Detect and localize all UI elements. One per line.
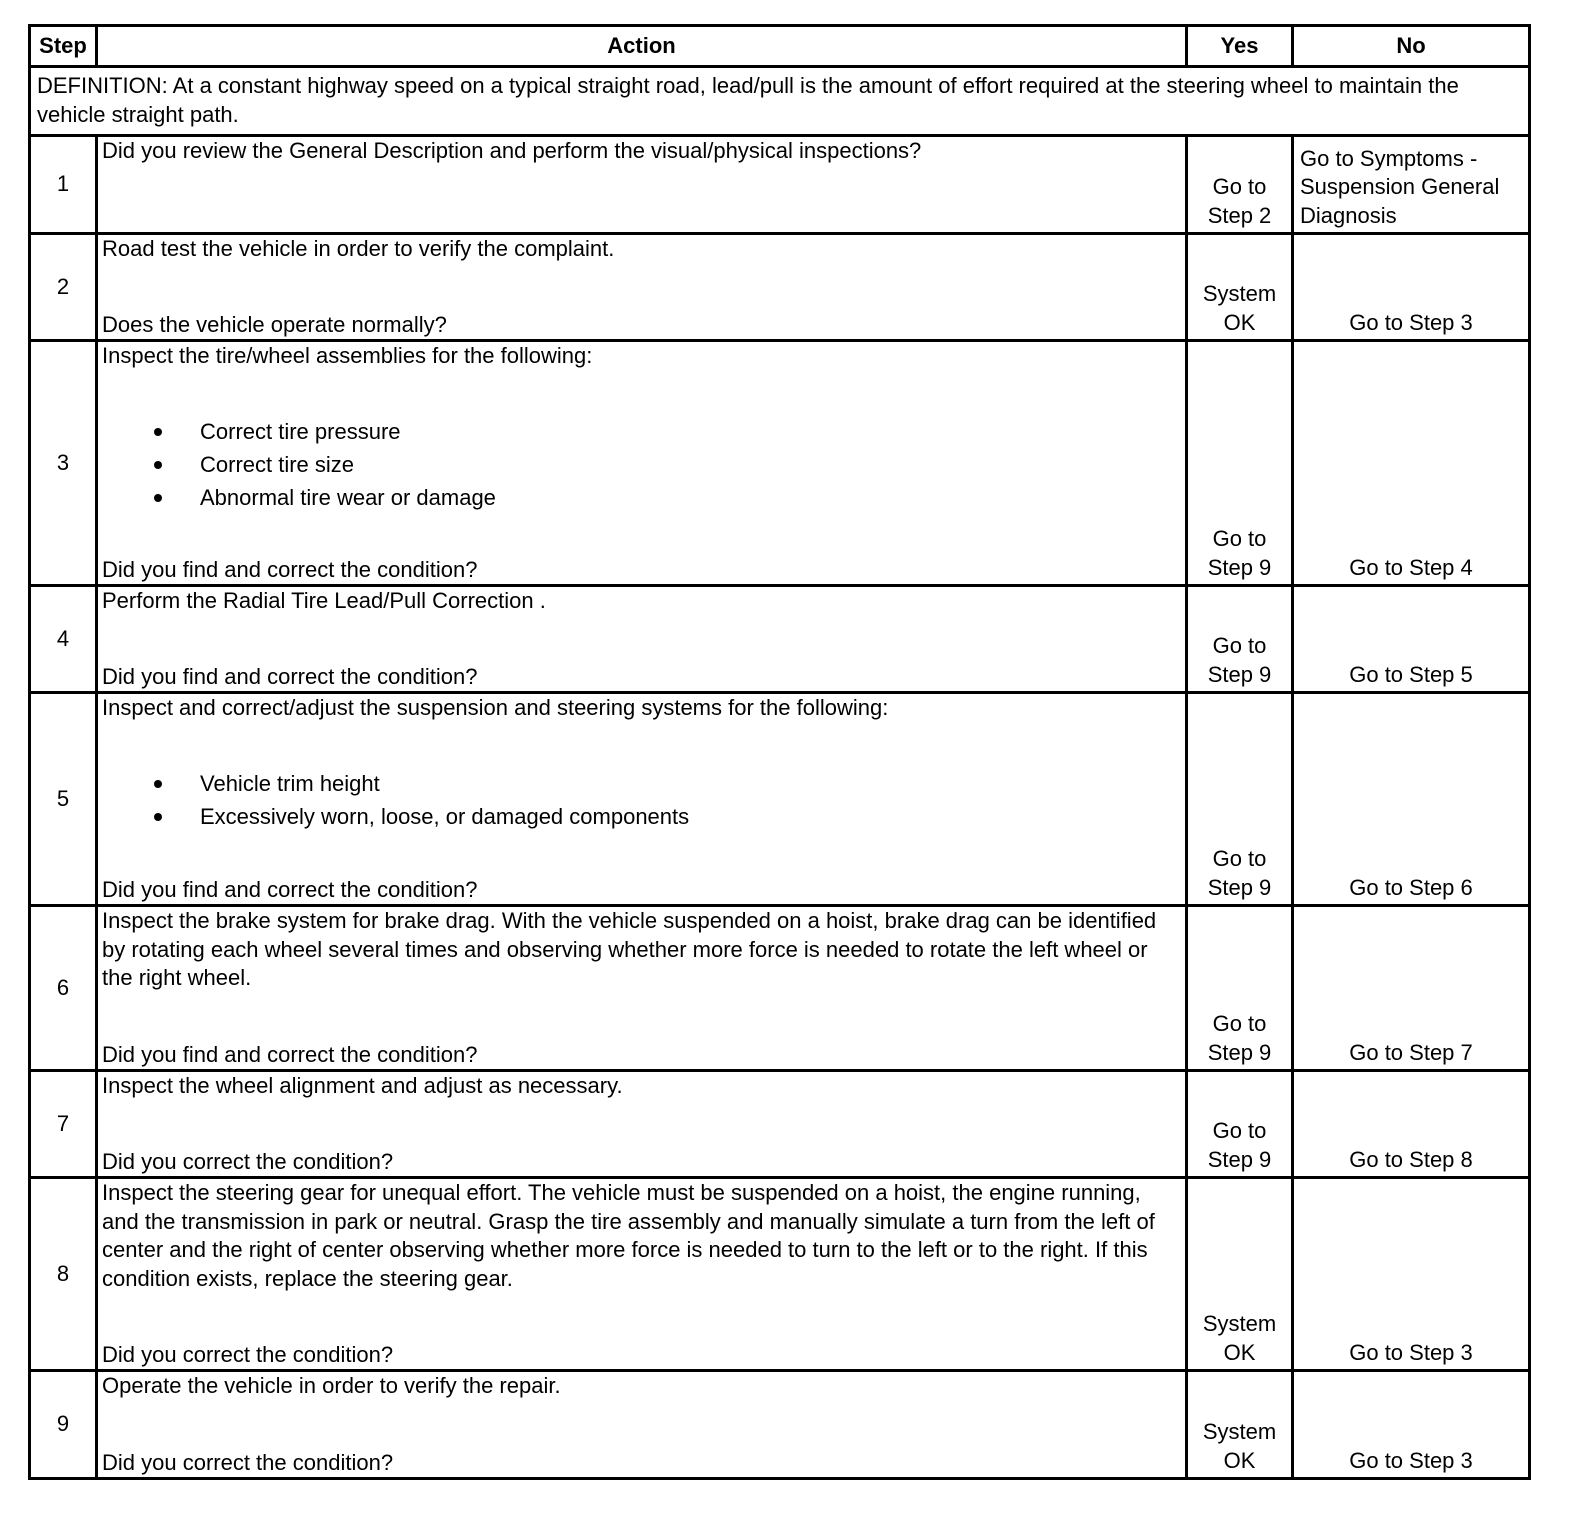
step-question: Did you correct the condition? [102,1449,394,1475]
step-question: Did you find and correct the condition? [102,556,478,582]
step-question: Did you find and correct the condition? [102,1041,478,1067]
step-instruction: Inspect and correct/adjust the suspension and steering systems for the following: [102,695,889,720]
step-question: Does the vehicle operate normally? [102,311,447,337]
yes-result: System OK [1187,1178,1293,1371]
step-number: 7 [30,1071,97,1178]
table-row [30,234,1530,341]
yes-result: Go to Step 9 [1187,906,1293,1071]
step-action [97,1371,1187,1479]
header-action: Action [97,26,1187,67]
step-number: 4 [30,586,97,693]
no-result: Go to Symptoms - Suspension General Diagnosis [1293,136,1530,234]
yes-result: Go to Step 9 [1187,693,1293,906]
definition-text: DEFINITION: At a constant highway speed on a typical straight road, lead/pull is the amount of effort required at the steering wheel to maintain the vehicle straight path. [30,67,1530,136]
step-instruction: Road test the vehicle in order to verify the complaint. [102,236,615,261]
table-row [30,136,1530,234]
step-question: Did you find and correct the condition? [102,663,478,689]
no-result: Go to Step 3 [1293,234,1530,341]
yes-result: System OK [1187,1371,1293,1479]
list-item: Abnormal tire wear or damage [200,481,1181,514]
step-action [97,586,1187,693]
header-no: No [1293,26,1530,67]
no-result: Go to Step 5 [1293,586,1530,693]
list-item: Excessively worn, loose, or damaged components [200,800,1181,833]
table-row [30,1371,1530,1479]
step-action [97,906,1187,1071]
list-item: Correct tire size [200,448,1181,481]
table-row [30,1071,1530,1178]
step-number: 1 [30,136,97,234]
header-yes: Yes [1187,26,1293,67]
no-result: Go to Step 6 [1293,693,1530,906]
header-step: Step [30,26,97,67]
table-row [30,693,1530,906]
yes-result: Go to Step 9 [1187,1071,1293,1178]
step-number: 6 [30,906,97,1071]
step-number: 3 [30,341,97,586]
table-row [30,586,1530,693]
list-item: Correct tire pressure [200,415,1181,448]
table-row [30,341,1530,586]
yes-result: System OK [1187,234,1293,341]
yes-result: Go to Step 2 [1187,136,1293,234]
step-action [97,341,1187,586]
step-number: 8 [30,1178,97,1371]
step-action [97,693,1187,906]
no-result: Go to Step 8 [1293,1071,1530,1178]
no-result: Go to Step 3 [1293,1371,1530,1479]
diagnostic-table [28,24,1531,1480]
step-instruction: Did you review the General Description and perform the visual/physical inspections? [102,138,922,163]
step-number: 5 [30,693,97,906]
step-instruction: Inspect the brake system for brake drag. With the vehicle suspended on a hoist, brake drag can be identified by rotating each wheel several times and observing whether more force is needed to rotate the left wheel or the right wheel. [102,908,1157,990]
step-instruction: Inspect the tire/wheel assemblies for the following: [102,343,593,368]
table-row [30,1178,1530,1371]
step-action [97,136,1187,234]
step-number: 9 [30,1371,97,1479]
yes-result: Go to Step 9 [1187,341,1293,586]
list-item: Vehicle trim height [200,767,1181,800]
no-result: Go to Step 7 [1293,906,1530,1071]
step-instruction: Inspect the steering gear for unequal effort. The vehicle must be suspended on a hoist, the engine running, and the transmission in park or neutral. Grasp the tire assembly and manually simulate a turn from the left of center and the right of center observing whether more force is needed to turn to the left or to the right. If this condition exists, replace the steering gear. [102,1180,1155,1291]
step-action [97,1071,1187,1178]
step-question: Did you find and correct the condition? [102,876,478,902]
step-instruction: Perform the Radial Tire Lead/Pull Correction . [102,588,546,613]
step-question: Did you correct the condition? [102,1148,394,1174]
step-action [97,234,1187,341]
step-instruction: Inspect the wheel alignment and adjust as necessary. [102,1073,623,1098]
table-row [30,906,1530,1071]
header-row [30,26,1530,67]
condition-list [102,415,1181,514]
step-action [97,1178,1187,1371]
no-result: Go to Step 4 [1293,341,1530,586]
definition-row [30,67,1530,136]
yes-result: Go to Step 9 [1187,586,1293,693]
step-number: 2 [30,234,97,341]
condition-list [102,767,1181,833]
no-result: Go to Step 3 [1293,1178,1530,1371]
step-instruction: Operate the vehicle in order to verify the repair. [102,1373,561,1398]
step-question: Did you correct the condition? [102,1341,394,1367]
